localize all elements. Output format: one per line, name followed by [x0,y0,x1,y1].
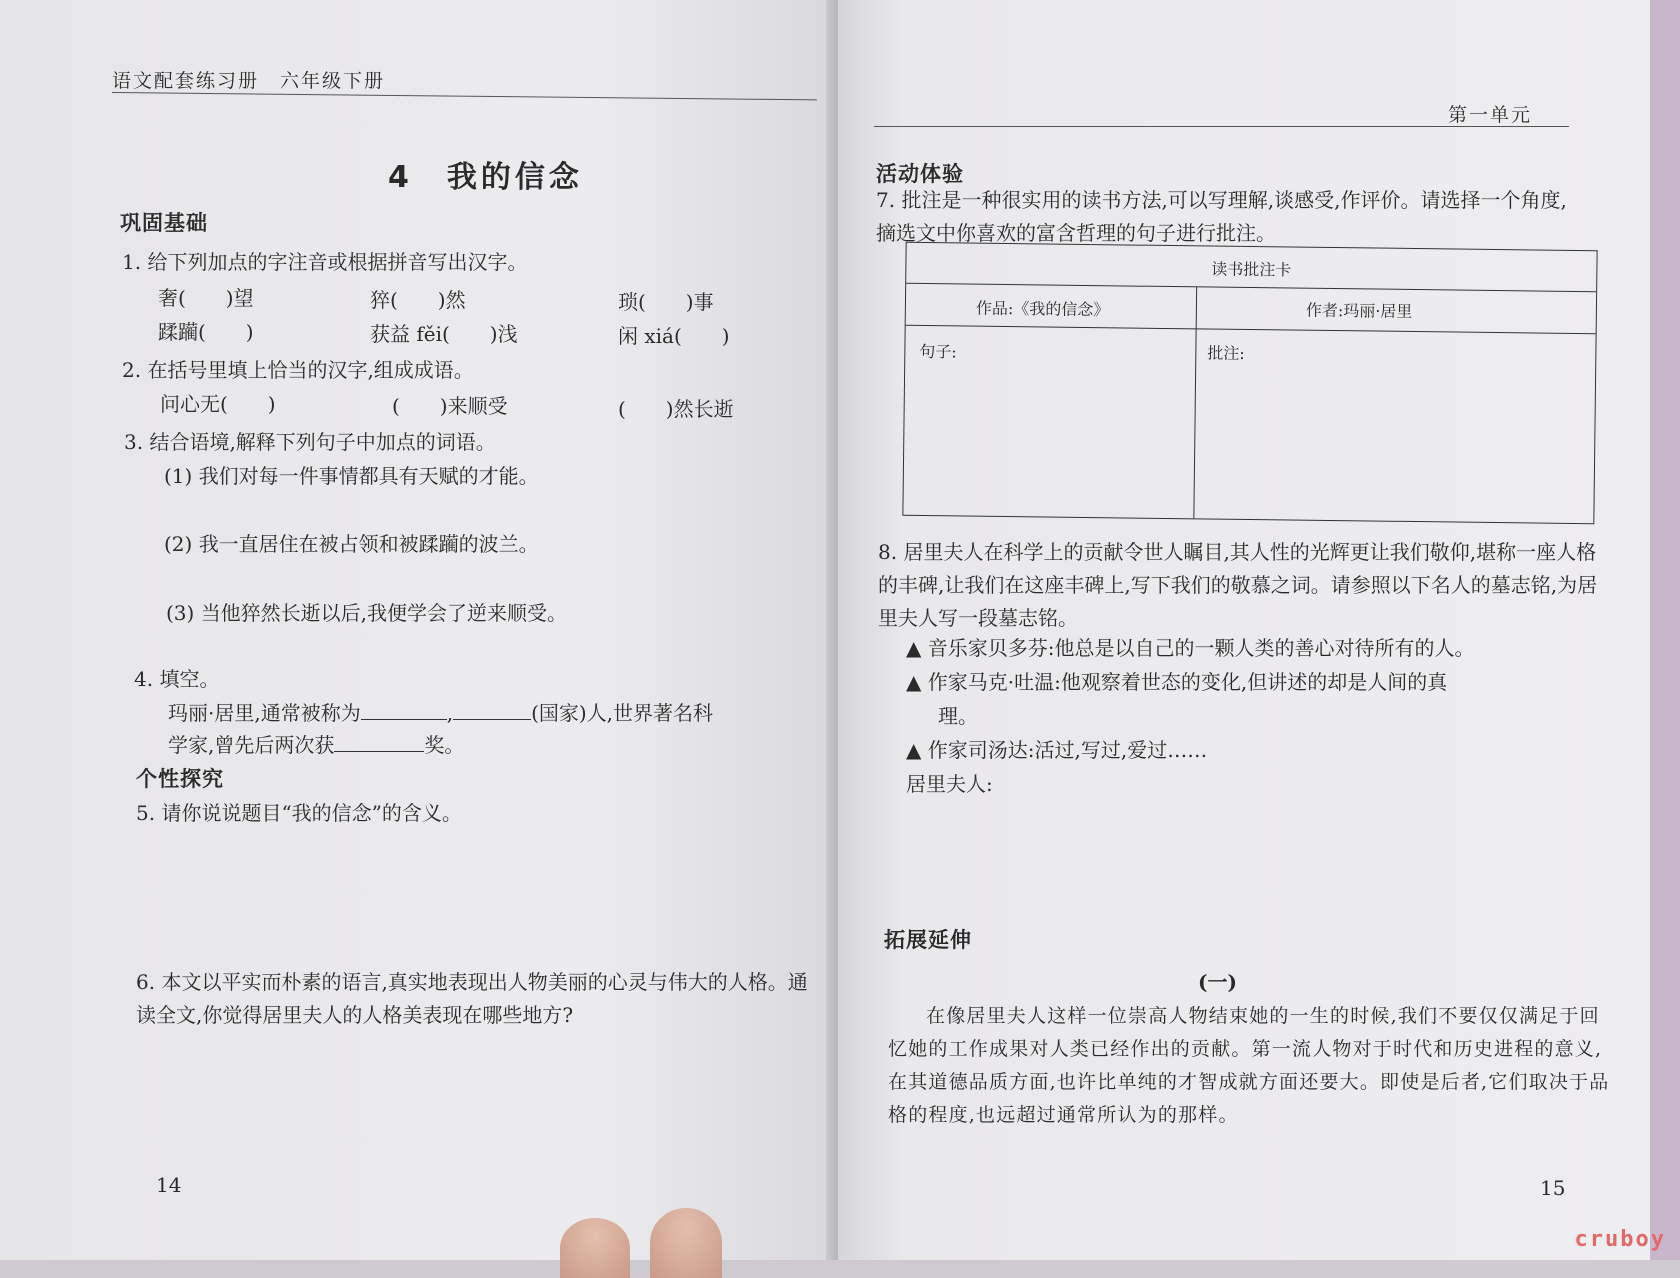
q3-item: (2) 我一直居住在被占领和被蹂躏的波兰。 [164,532,539,556]
q3-item: (3) 当他猝然长逝以后,我便学会了逆来顺受。 [166,601,568,625]
q4-line2 [168,729,464,758]
q1-item: 蹂躏( ) [158,320,254,344]
card-rule [906,325,1596,334]
annotation-card [902,242,1597,524]
answer-blank[interactable] [334,733,424,752]
epitaph-line: ▲ 作家司汤达:活过,写过,爱过…… [906,738,1208,762]
q7-prompt: 7. 批注是一种很实用的读书方法,可以写理解,谈感受,作评价。请选择一个角度,摘选文中你喜欢的富含哲理的句子进行批注。 [876,188,1567,245]
q4-text: , [446,701,454,725]
q8-prompt: 8. 居里夫人在科学上的贡献令世人瞩目,其人性的光辉更让我们敬仰,堪称一座人格的丰碑,让我们在这座丰碑上,写下我们的敬慕之词。请参照以下名人的墓志铭,为居里夫人写一段墓志铭。 [878,540,1598,630]
epitaph-line: ▲ 作家马克·吐温:他观察着世态的变化,但讲述的却是人间的真 [906,670,1448,694]
section-personal: 个性探究 [136,767,224,791]
q3-prompt: 3. 结合语境,解释下列句子中加点的词语。 [124,430,496,454]
page-number: 15 [1540,1176,1566,1200]
card-author: 作者:玛丽·居里 [1305,300,1413,321]
finger-tip [650,1208,722,1278]
q1-item: 闲 xiá( ) [618,324,730,348]
watermark: cruboy [1574,1227,1666,1252]
card-work: 作品:《我的信念》 [975,298,1110,320]
q1-item: 琐( )事 [618,290,714,314]
epitaph-line: 理。 [938,704,978,728]
q2-item: ( )来顺受 [392,394,508,418]
q3-item: (1) 我们对每一件事情都具有天赋的才能。 [164,464,539,488]
q2-item: ( )然长逝 [618,397,734,421]
lesson-title: 4 我的信念 [388,160,583,195]
q4-line1 [168,697,713,726]
q4-text: 奖。 [424,733,465,757]
right-page [838,0,1650,1260]
book-header: 语文配套练习册 六年级下册 [112,70,386,92]
epitaph-line: ▲ 音乐家贝多芬:他总是以自己的一颗人类的善心对待所有的人。 [906,636,1475,660]
left-page [0,0,840,1260]
section-basic: 巩固基础 [120,211,208,235]
card-rule [906,283,1596,292]
q1-prompt: 1. 给下列加点的字注音或根据拼音写出汉字。 [122,250,528,274]
passage-text: 在像居里夫人这样一位崇高人物结束她的一生的时候,我们不要仅仅满足于回忆她的工作成果对人类已经作出的贡献。第一流人物对于时代和历史进程的意义,在其道德品质方面,也许比单纯的才智成就方面还要大。即使是后者,它们取决于品格的程度,也远超过通常所认为的那样。 [888,1005,1610,1126]
section-extend: 拓展延伸 [884,928,972,952]
answer-blank[interactable] [361,701,447,720]
unit-header: 第一单元 [1448,104,1533,126]
q4-text: 学家,曾先后两次获 [168,733,335,757]
q4-prompt: 4. 填空。 [134,667,220,691]
header-rule [874,126,1569,127]
q4-text: 玛丽·居里,通常被称为 [168,701,361,725]
card-title: 读书批注卡 [1211,259,1292,280]
page-number: 14 [156,1173,182,1197]
curie-label: 居里夫人: [906,772,993,796]
q6-prompt: 6. 本文以平实而朴素的语言,真实地表现出人物美丽的心灵与伟大的人格。通读全文,你觉得居里夫人的人格美表现在哪些地方? [136,970,808,1027]
card-divider [1193,286,1197,518]
card-annotation-label: 批注: [1207,343,1245,363]
card-sentence-label: 句子: [919,341,957,362]
section-activity: 活动体验 [876,162,964,186]
answer-blank[interactable] [453,701,531,720]
q4-text: (国家)人,世界著名科 [531,701,714,725]
q1-item: 奢( )望 [158,286,254,310]
q1-item: 猝( )然 [370,288,466,312]
passage-heading: (一) [1198,970,1237,994]
q1-item: 获益 fěi( )浅 [370,322,518,346]
q2-prompt: 2. 在括号里填上恰当的汉字,组成成语。 [122,358,474,382]
header-rule [112,92,817,100]
finger-tip [560,1218,630,1278]
q5-prompt: 5. 请你说说题目“我的信念”的含义。 [136,801,462,825]
q2-item: 问心无( ) [160,392,276,416]
